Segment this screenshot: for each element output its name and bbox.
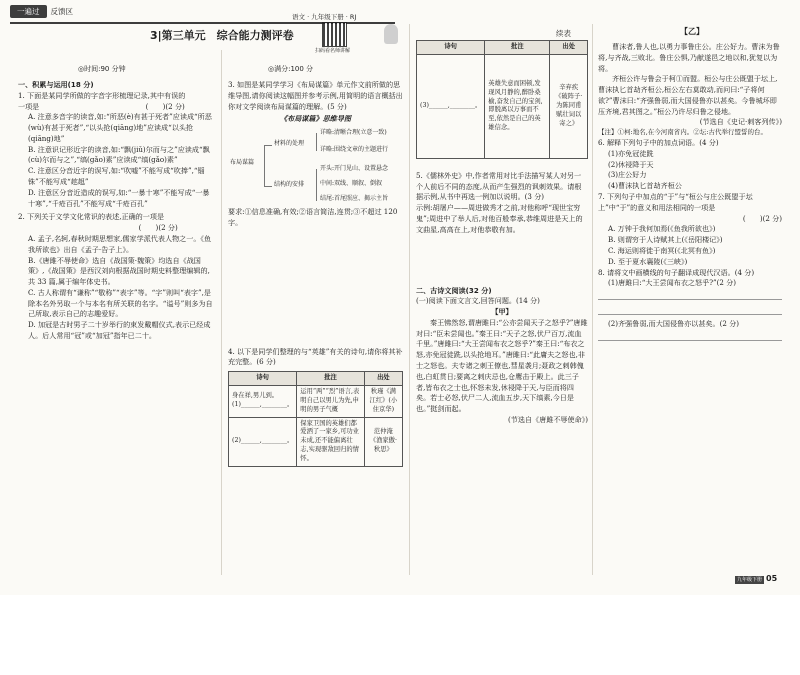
column-3 — [416, 40, 588, 635]
table-row — [417, 54, 588, 158]
table-header: 出处 — [550, 41, 588, 55]
question-8-item: (1)唐雎曰:“大王尝闻布衣之怒乎?”(2 分) — [608, 278, 737, 288]
column-4 — [598, 42, 782, 637]
mindmap-connector — [264, 186, 272, 187]
table-cell: 运用“两”“烈”语言,表明自己以男儿为先,申明的男子气概 — [297, 386, 364, 417]
question-1-option-c[interactable]: C. 注意区分音近字的误写,如:“吹嘘”不能写成“吹捧”,“锱铢”不能写成“趑趄” — [28, 166, 205, 187]
table-header: 诗句 — [417, 41, 485, 55]
mindmap-title: 《布局谋篇》思维导图 — [280, 114, 351, 124]
mindmap-branch-1: 材料的处理 — [274, 140, 305, 148]
table-header: 批注 — [297, 372, 364, 386]
passage-yi-text: 齐桓公许与鲁会于柯①而盟。桓公与庄公既盟于坛上,曹沫执匕首劫齐桓公,桓公左右莫敢动,而问曰:“子将何欲?”曹沫曰:“齐强鲁弱,而大国侵鲁亦以甚矣。今鲁城坏即压齐境,君其图之。”桓公乃许尽归鲁之侵地。 — [598, 74, 778, 116]
question-4-stem: 4. 以下是同学们整理的与“英雄”有关的诗句,请你将其补充完整。(6 分) — [228, 346, 403, 367]
question-2-option-d[interactable]: D. 加冠是古时男子二十岁举行的束发戴帽仪式,表示已经成人。后人常用“冠”或“加冠”指年已二十。 — [28, 320, 211, 340]
page-number — [735, 574, 777, 583]
mindmap-leaf: 结尾:首尾照应、揭示主旨 — [320, 195, 389, 203]
question-6-item[interactable]: (3)庄公好力 — [608, 170, 647, 180]
question-2-stem: 2. 下列关于文学文化常识的表述,正确的一项是 — [18, 212, 165, 222]
qr-code-icon[interactable] — [322, 22, 347, 47]
answer-space[interactable] — [228, 229, 403, 347]
mindmap-branch-2: 结构的安排 — [274, 181, 305, 189]
passage-yi-text: 曹沫者,鲁人也,以勇力事鲁庄公。庄公好力。曹沫为鲁将,与齐战,三败北。鲁庄公惧,乃献遂邑之地以和,犹复以为将。 — [598, 42, 780, 73]
table-row — [229, 417, 403, 466]
question-7-option-b[interactable]: B. 则谓穷于人诗赋其上(《岳阳楼记》) — [608, 235, 723, 245]
passage-jia-label: 【甲】 — [491, 307, 513, 317]
table-header: 出处 — [364, 372, 402, 386]
continued-label: 续表 — [556, 29, 571, 38]
table-header: 诗句 — [229, 372, 297, 386]
question-1-option-d[interactable]: D. 注意区分音近造成的误写,如:“一暴十寒”不能写成“一暴十寒”,“千疮百孔”不能写成“千疮百孔” — [28, 187, 210, 208]
question-6-item[interactable]: (4)曹沫执匕首劫齐桓公 — [608, 181, 682, 191]
table-cell: 英雄失意而困顿,发现风月静的,醉卧桑榆,奋发自己的宝剑,即脱离以万事而不至,依然是自己的英雄信念。 — [485, 54, 550, 158]
question-1-stem: 1. 下面是某同学所做的字音字形梳理记录,其中有误的 — [18, 90, 186, 100]
mindmap-connector — [264, 145, 265, 187]
question-6-item[interactable]: (2)休祲降于天 — [608, 159, 654, 169]
table-cell: 辛弃疾《破阵子·为陈同甫赋壮词以寄之》 — [550, 54, 588, 158]
table-cell: 范仲淹《渔家傲·秋思》 — [364, 417, 402, 466]
passage-yi-label: 【乙】 — [680, 26, 704, 36]
question-8-stem: 8. 请将文中画横线的句子翻译成现代汉语。(4 分) — [598, 267, 755, 277]
passage-source: (节选自《唐雎不辱使命》) — [507, 414, 588, 424]
time-label: ◎时间:90 分钟 — [78, 65, 126, 73]
qr-caption: 扫码看名师讲解 — [315, 48, 351, 54]
question-7-option-a[interactable]: A. 万钟于我何加焉(《鱼我所欲也》) — [608, 224, 716, 234]
column-divider — [221, 50, 222, 575]
subject-label: 语文 · 九年级下册 · RJ — [292, 13, 357, 21]
mindmap-connector — [316, 133, 317, 151]
feedback-tag: 反馈区 — [50, 7, 73, 16]
section-heading: 一、积累与运用(18 分) — [18, 80, 94, 89]
answer-line[interactable] — [598, 289, 782, 300]
passage-jia-text: 秦王怫然怒,谓唐雎曰:“公亦尝闻天子之怒乎?”唐雎对曰:“臣未尝闻也。”秦王曰:“天子之怒,伏尸百万,流血千里。”唐雎曰:“大王尝闻布衣之怒乎?”秦王曰:“布衣之怒,亦免冠徒跣,以头抢地耳。”唐雎曰:“此庸夫之怒也,非士之怒也。夫专诸之刺王僚也,彗星袭月;聂政之刺韩傀也,白虹贯日;要离之刺庆忌也,仓鹰击于殿上。此三子者,皆布衣之士也,怀怒未发,休祲降于天,与臣而将四矣。若士必怒,伏尸二人,流血五步,天下缟素,今日是也。”挺剑而起。 — [416, 317, 588, 414]
table-header: 批注 — [485, 41, 550, 55]
answer-line[interactable] — [598, 330, 782, 341]
column-divider — [409, 24, 410, 575]
question-7-option-c[interactable]: C. 海运则将徙于南冥(《北冥有鱼》) — [608, 245, 716, 255]
table-cell: 保家卫国的英雄们都爱洒了一家乡,可功业未成,还不能偏离壮志,实现驱敌回归的情怀。 — [297, 417, 364, 466]
answer-line[interactable] — [598, 304, 782, 315]
mindmap-connector — [316, 169, 317, 201]
column-1 — [18, 80, 214, 675]
table-cell-fill[interactable]: (3)______,________。 — [417, 54, 485, 158]
question-7-option-d[interactable]: D. 至于夏水襄陵(《三峡》) — [608, 256, 688, 266]
table-cell-fill[interactable]: 身在祥,男儿到。(1)______,________。 — [229, 386, 297, 417]
answer-space[interactable] — [416, 236, 588, 286]
page-tag: 九年级下册 — [737, 577, 763, 583]
question-1-option-a[interactable]: A. 注意多音字的读音,如:“所恶(è)有甚于死者”应读成“所恶(wù)有甚于死者”,“以头抢(qiāng)地”应读成“以头抢(qiāng)地” — [28, 112, 212, 143]
question-8-item: (2)齐强鲁弱,而大国侵鲁亦以甚矣。(2 分) — [608, 319, 740, 329]
score-label: ◎满分:100 分 — [268, 65, 314, 73]
question-2-option-a[interactable]: A. 孟子,名轲,春秋时期思想家,儒家学派代表人物之一。《鱼我所欲也》出自《孟子·告子上》。 — [28, 233, 212, 254]
mindmap-leaf: 开头:开门见山、设置悬念 — [320, 165, 389, 173]
question-5-stem: 5.《儒林外史》中,作者常用对比手法描写某人对另一个人前后不同的态度,从而产生强烈的讽刺效果。请根据示例,从书中再选一例加以说明。(3 分) — [416, 170, 582, 202]
poetry-table-continued — [416, 40, 588, 159]
question-6-stem: 6. 解释下列句子中的加点词语。(4 分) — [598, 138, 719, 148]
question-2-paren: ( )(2 分) — [18, 223, 178, 233]
column-2 — [228, 80, 403, 675]
header-tag — [10, 5, 73, 18]
mascot-icon — [384, 24, 398, 44]
question-1-paren: 一项是 ( )(2 分) — [18, 101, 185, 111]
page-number-value: 05 — [766, 574, 778, 583]
mindmap — [228, 129, 403, 203]
table-cell-fill[interactable]: (2)______,________。 — [229, 417, 297, 466]
mindmap-leaf: 中间:双线、顺叙、倒叙 — [320, 180, 383, 188]
question-1-option-b[interactable]: B. 注意识记形近字的读音,如:“飘(jiǔ)尔而与之”应读成“飘(cù)尔而与之”,“缟(gǎo)素”应读成“缟(gǎo)素” — [28, 144, 210, 165]
section-heading: 二、古诗文阅读(32 分) — [416, 285, 492, 295]
page-title: 3|第三单元 综合能力测评卷 — [150, 29, 294, 42]
question-7-stem: 7. 下列句子中加点的“于”与“桓公与庄公既盟于坛上”中“于”的意义和用法相同的一项是 — [598, 192, 753, 212]
question-2-option-c[interactable]: C. 古人称谓有“谦称”“敬称”“表字”等。“字”则叫“表字”,是除本名外另取一个与本名有所关联的名字。“谥号”则多为自己所取,表示自己的志趣爱好。 — [28, 287, 213, 319]
poetry-table — [228, 371, 403, 466]
question-6-item[interactable]: (1)亦免冠徒跣 — [608, 148, 654, 158]
question-5-example: 示例:胡屠户——周进做秀才之前,对他称呼“现世宝穷鬼”;周进中了举人后,对他百般奉承,恭维周进是天上的文曲星,高高在上,对他恭敬有加。 — [416, 203, 583, 234]
annotation-note: 【注】①柯:地名,在今河南省内。②坛:古代举行盟誓的台。 — [598, 128, 767, 137]
mindmap-leaf: 详略:清晰合理(立意一致) — [320, 129, 387, 137]
question-2-option-b[interactable]: B.《唐雎不辱使命》选自《战国策·魏策》均选自《战国策》,《战国策》是西汉刘向根据战国时期史料整理编辑的,共 33 篇,属于编年体史书。 — [28, 255, 210, 287]
table-cell: 秋瑾《满江红》(小住京华) — [364, 386, 402, 417]
mindmap-connector — [264, 145, 272, 146]
column-divider — [592, 24, 593, 575]
subsection-heading: (一)阅读下面文言文,回答问题。(14 分) — [416, 296, 540, 306]
mindmap-root: 布局谋篇 — [230, 159, 255, 167]
question-3-requirement: 要求:①信息准确,有效;②语言简洁,连贯;③不超过 120 字。 — [228, 207, 398, 227]
brand-tag: 一遍过 — [10, 5, 47, 18]
passage-source: (节选自《史记·刺客列传》) — [699, 117, 782, 127]
question-7-paren: ( )(2 分) — [742, 213, 782, 223]
table-row — [229, 386, 403, 417]
question-3-stem: 3. 如图是某同学学习《布局谋篇》单元作文前所做的思维导图,请你阅读这幅图并参考示例,用简明的语言概括出你对文学阅读布局谋篇的理解。(5 分) — [228, 80, 403, 111]
mindmap-leaf: 详略:围绕文章的主题进行 — [320, 146, 389, 154]
